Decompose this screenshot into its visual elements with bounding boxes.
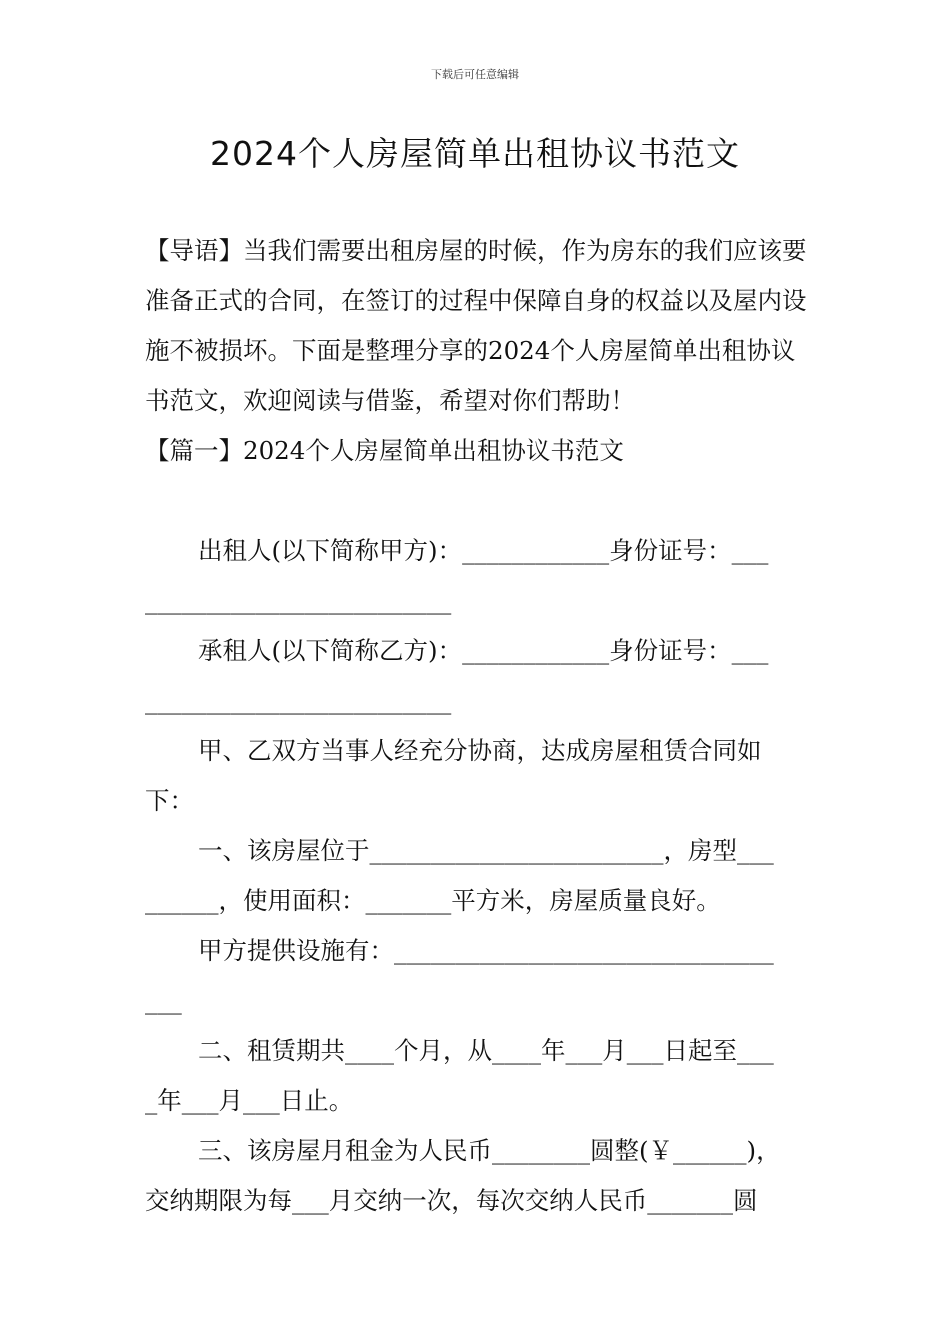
intro-paragraph: 【导语】当我们需要出租房屋的时候，作为房东的我们应该要准备正式的合同，在签订的过程中保障自身的权益以及屋内设施不被损坏。下面是整理分享的2024个人房屋简单出租协议书范文，欢迎阅读与借鉴，希望对你们帮助！ [145, 236, 807, 415]
item2-line: 二、租赁期共____个月，从____年___月___日起至___ [198, 1036, 774, 1065]
agreement-paragraph: 甲、乙双方当事人经充分协商，达成房屋租赁合同如下： [145, 736, 762, 815]
lessor-line-cont: _________________________ [145, 586, 452, 615]
item3-line-cont: 交纳期限为每___月交纳一次，每次交纳人民币_______圆 [145, 1186, 758, 1215]
facilities-line: 甲方提供设施有：_______________________________ [198, 936, 774, 965]
item3-line: 三、该房屋月租金为人民币________圆整(￥______)， [198, 1136, 781, 1165]
item1-line-cont: ______，使用面积：_______平方米，房屋质量良好。 [145, 886, 721, 915]
page-header: 下载后可任意编辑 [431, 68, 519, 81]
lessee-line-cont: _________________________ [145, 686, 452, 715]
item1-line: 一、该房屋位于________________________，房型___ [198, 836, 774, 865]
document-body [145, 226, 810, 1226]
lessor-line: 出租人(以下简称甲方)：____________身份证号：___ [198, 536, 769, 565]
spacer [145, 476, 810, 526]
item2-line-cont: _年___月___日止。 [145, 1086, 354, 1115]
document-title: 2024个人房屋简单出租协议书范文 [210, 134, 740, 173]
lessee-line: 承租人(以下简称乙方)：____________身份证号：___ [198, 636, 769, 665]
facilities-line-cont: ___ [145, 986, 182, 1015]
section-heading: 【篇一】2024个人房屋简单出租协议书范文 [145, 436, 624, 465]
